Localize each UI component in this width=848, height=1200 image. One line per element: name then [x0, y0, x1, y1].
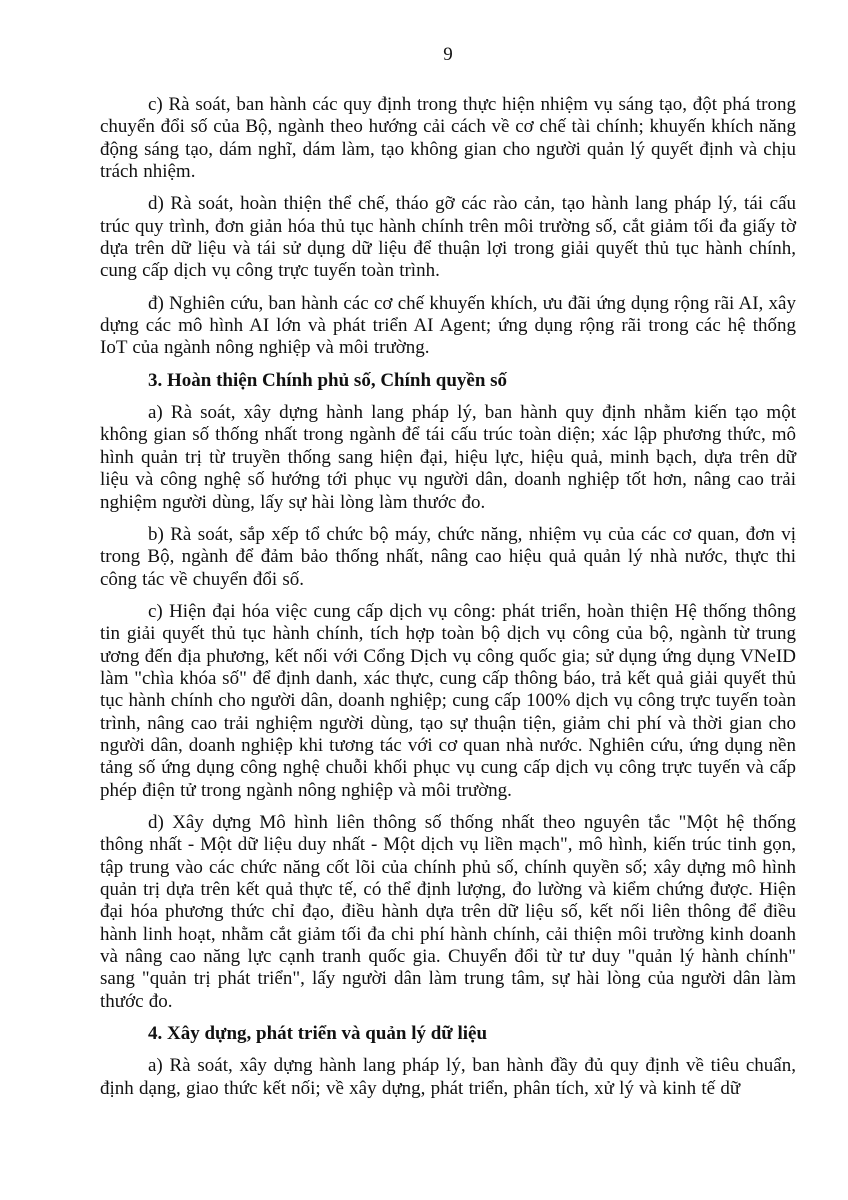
section-heading-3-digital-government: 3. Hoàn thiện Chính phủ số, Chính quyền số	[148, 369, 508, 391]
paragraph-3d-interconnection-model: d) Xây dựng Mô hình liên thông số thống nhất theo nguyên tắc "Một hệ thống thông nhất - Một dữ liệu duy nhất - Một dịch vụ liền mạch", mô hình, kiến trúc tinh gọn, tập trung vào các chức năng cốt lõi của chính phủ số, chính quyền số; xây dựng mô hình quản trị dựa trên kết quả thực tế, có thể định lượng, đo lường và kiểm chứng được. Hiện đại hóa phương thức chỉ đạo, điều hành dựa trên dữ liệu số, kết nối liên thông để điều hành linh hoạt, nhằm cắt giảm tối đa chi phí hành chính, cải thiện môi trường kinh doanh và nâng cao năng lực cạnh tranh quốc gia. Chuyển đổi từ tư duy "quản lý hành chính" sang "quản trị phát triển", lấy người dân làm trung tâm, sự hài lòng của người dân làm thước đo.	[100, 811, 796, 1012]
page-number: 9	[443, 44, 453, 65]
paragraph-2d-institutional-reform: d) Rà soát, hoàn thiện thể chế, tháo gỡ các rào cản, tạo hành lang pháp lý, tái cấu trúc quy trình, đơn giản hóa thủ tục hành chính trên môi trường số, cắt giảm tối đa giấy tờ dựa trên dữ liệu và tái sử dụng dữ liệu để thuận lợi trong giải quyết thủ tục hành chính, cung cấp dịch vụ công trực tuyến toàn trình.	[100, 193, 796, 282]
section-heading-4-data-management: 4. Xây dựng, phát triển và quản lý dữ liệu	[148, 1023, 488, 1045]
paragraph-2c-innovation-regulations: c) Rà soát, ban hành các quy định trong thực hiện nhiệm vụ sáng tạo, đột phá trong chuyển đổi số của Bộ, ngành theo hướng cải cách về cơ chế tài chính; khuyến khích năng động sáng tạo, dám nghĩ, dám làm, tạo không gian cho người quản lý quyết định và chịu trách nhiệm.	[100, 94, 796, 183]
paragraph-2dd-ai-incentives: đ) Nghiên cứu, ban hành các cơ chế khuyến khích, ưu đãi ứng dụng rộng rãi AI, xây dựng các mô hình AI lớn và phát triển AI Agent; ứng dụng rộng rãi trong các hệ thống IoT của ngành nông nghiệp và môi trường.	[100, 292, 796, 359]
paragraph-3b-organization-review: b) Rà soát, sắp xếp tổ chức bộ máy, chức năng, nhiệm vụ của các cơ quan, đơn vị trong Bộ, ngành để đảm bảo thống nhất, nâng cao hiệu quả quản lý nhà nước, thực thi công tác về chuyển đổi số.	[100, 523, 796, 590]
paragraph-4a-data-standards: a) Rà soát, xây dựng hành lang pháp lý, ban hành đầy đủ quy định về tiêu chuẩn, định dạng, giao thức kết nối; về xây dựng, phát triển, phân tích, xử lý và kinh tế dữ	[100, 1055, 796, 1099]
paragraph-3a-legal-framework: a) Rà soát, xây dựng hành lang pháp lý, ban hành quy định nhằm kiến tạo một không gian số thống nhất trong ngành để tái cấu trúc toàn diện; xác lập phương thức, mô hình quản trị từ truyền thống sang hiện đại, hiệu lực, hiệu quả, minh bạch, dựa trên dữ liệu và công nghệ số hướng tới phục vụ người dân, doanh nghiệp tốt hơn, nâng cao trải nghiệm người dùng, lấy sự hài lòng làm thước đo.	[100, 402, 796, 513]
paragraph-3c-public-services-modernization: c) Hiện đại hóa việc cung cấp dịch vụ công: phát triển, hoàn thiện Hệ thống thông tin giải quyết thủ tục hành chính, tích hợp toàn bộ dịch vụ công của bộ, ngành từ trung ương đến địa phương, kết nối với Cổng Dịch vụ công quốc gia; sử dụng ứng dụng VNeID làm "chìa khóa số" để định danh, xác thực, cung cấp thông báo, trả kết quả giải quyết thủ tục hành chính cho người dân, doanh nghiệp; cung cấp 100% dịch vụ công trực tuyến toàn trình, nâng cao trải nghiệm người dùng, tạo sự thuận tiện, giảm chi phí và thời gian cho người dân, doanh nghiệp khi tương tác với cơ quan nhà nước. Nghiên cứu, ứng dụng nền tảng số ứng dụng công nghệ chuỗi khối phục vụ cung cấp dịch vụ công trực tuyến và cấp phép điện tử trong ngành nông nghiệp và môi trường.	[100, 600, 796, 801]
